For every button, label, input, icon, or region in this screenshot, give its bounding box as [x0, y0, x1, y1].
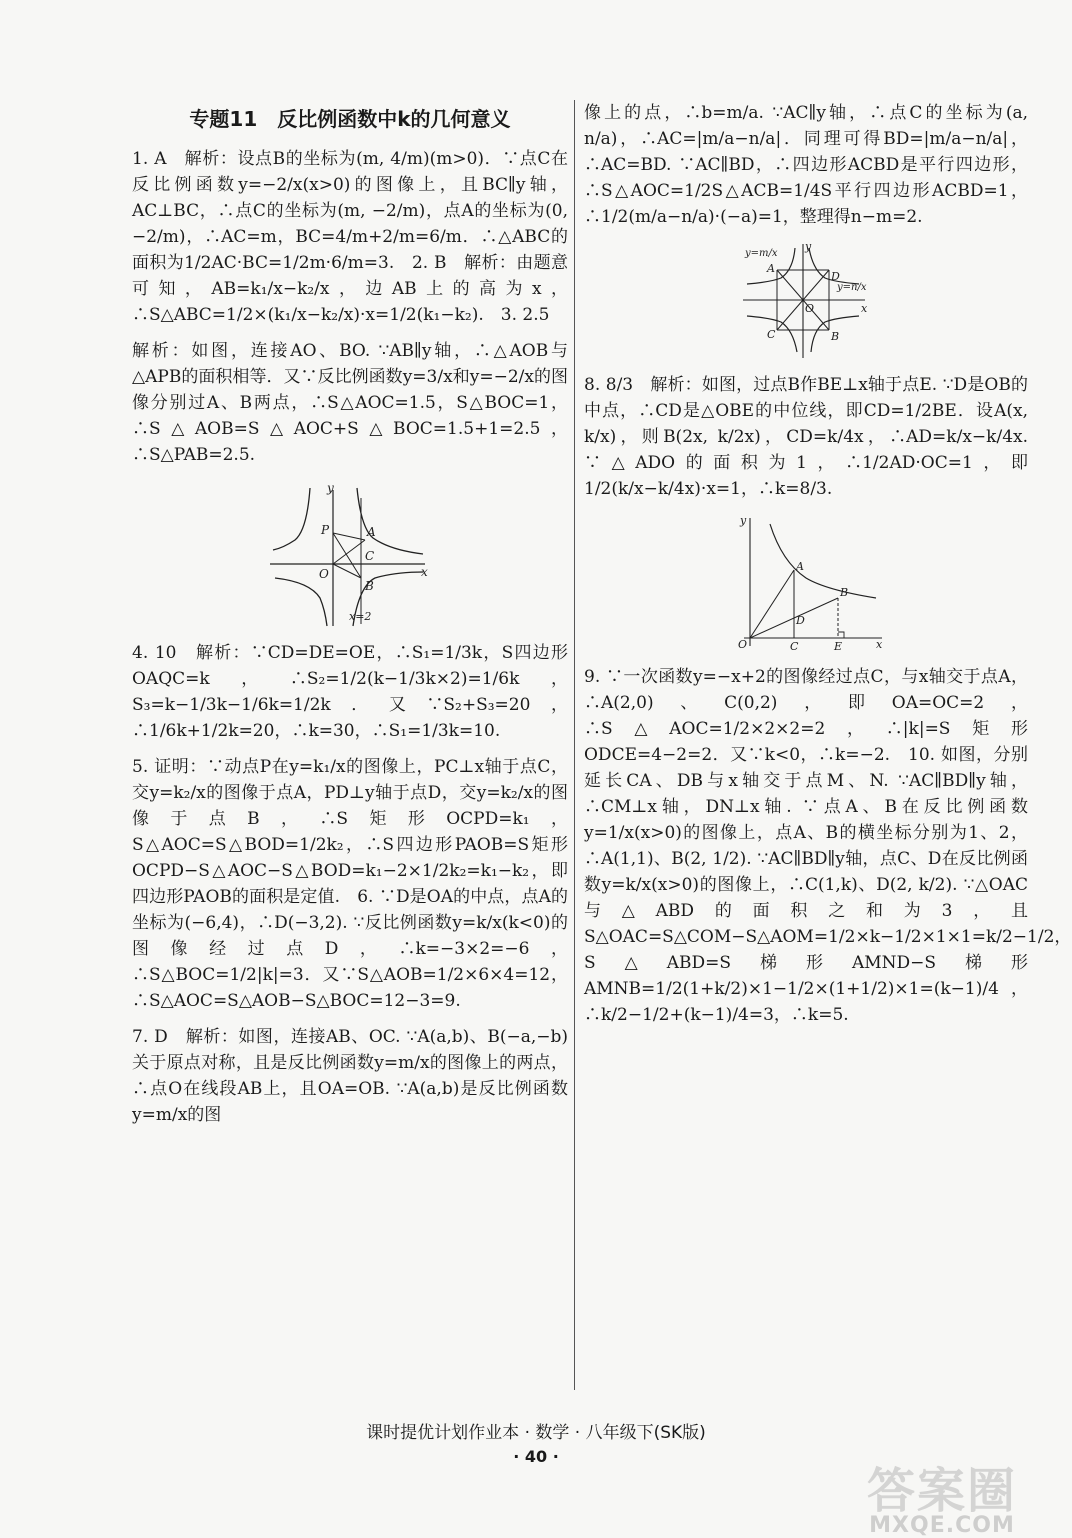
fig1-label-p: P — [321, 523, 330, 537]
figure-problem-8 — [726, 512, 886, 652]
fig3-label-a: A — [796, 560, 804, 573]
watermark-logo: 答案圈 — [866, 1463, 1017, 1519]
fig1-label-a: A — [367, 525, 376, 539]
fig3-label-y: y — [740, 514, 747, 527]
fig2-label-b: B — [831, 330, 840, 343]
fig2-label-a: A — [767, 262, 775, 275]
fig1-label-c: C — [365, 549, 375, 563]
book-title: 课时提优计划作业本 · 数学 · 八年级下(SK版) — [366, 1423, 706, 1443]
fig2-label-o: O — [805, 302, 815, 315]
fig3-label-x: x — [876, 638, 883, 651]
fig2-label-f2: y=n/x — [837, 282, 867, 293]
watermark — [842, 1452, 1042, 1538]
fig1-label-o: O — [319, 567, 329, 581]
fig2-label-f1: y=m/x — [745, 248, 778, 259]
fig1-label-b: B — [365, 579, 374, 593]
fig3-label-b: B — [840, 586, 849, 599]
fig2-label-y: y — [805, 240, 812, 253]
figure-problem-7 — [741, 240, 871, 360]
answer-7-cont: 像上的点，∴b=m/a. ∵AC∥y轴，∴点C的坐标为(a, n/a)，∴AC=|m/a−n/a|．同理可得BD=|m/a−n/a|，∴AC=BD. ∵AC∥BD，∴四边形ACBD是平行四边形，∴S△AOC=1/2S△ACB=1/4S平行四边形ACBD=1，∴1/2(m/a−n/a)·(−a)=1，整理得n−m=2. — [584, 103, 1028, 227]
fig2-label-x: x — [861, 302, 868, 315]
answer-3-analysis: 解析：如图，连接AO、BO. ∵AB∥y轴，∴△AOB与△APB的面积相等．又∵反比例函数y=3/x和y=−2/x的图像分别过A、B两点，∴S△AOC=1.5，S△BOC=1，∴S△AOB=S△AOC+S△BOC=1.5+1=2.5，∴S△PAB=2.5. — [132, 341, 568, 465]
fig3-label-c: C — [790, 640, 799, 652]
page-number: · 40 · — [513, 1447, 559, 1466]
fig1-label-y: y — [327, 481, 334, 495]
fig2-label-c: C — [767, 328, 776, 341]
fig1-label-x: x — [421, 565, 428, 579]
answer-5-6: 5. 证明：∵动点P在y=k₁/x的图像上，PC⊥x轴于点C，交y=k₂/x的图像于点A，PD⊥y轴于点D，交y=k₂/x的图像于点B，∴S矩形OCPD=k₁，S△AOC=S△BOD=1/2k₂，∴S四边形PAOB=S矩形OCPD−S△AOC−S△BOD=k₁−2×1/2k₂=k₁−k₂，即四边形PAOB的面积是定值. 6. ∵D是OA的中点，点A的坐标为(−6,4)，∴D(−3,2). ∵反比例函数y=k/x(k<0)的图像经过点D，∴k=−3×2=−6，∴S△BOC=1/2|k|=3．又∵S△AOB=1/2×6×4=12，∴S△AOC=S△AOB−S△BOC=12−3=9. — [132, 757, 568, 1011]
section-title: 专题11 反比例函数中k的几何意义 — [189, 107, 511, 131]
column-divider — [574, 100, 575, 1390]
left-column — [132, 100, 568, 1138]
fig3-label-e: E — [834, 640, 843, 652]
answer-4: 4. 10 解析：∵CD=DE=OE，∴S₁=1/3k，S四边形OAQC=k，∴S₂=1/2(k−1/3k×2)=1/6k，S₃=k−1/3k−1/6k=1/2k．又∵S₂+S₃=20，∴1/6k+1/2k=20，∴k=30，∴S₁=1/3k=10. — [132, 643, 568, 741]
answer-8: 8. 8/3 解析：如图，过点B作BE⊥x轴于点E. ∵D是OB的中点，∴CD是△OBE的中位线，即CD=1/2BE．设A(x, k/x)，则B(2x, k/2x)，CD=k/4x，∴AD=k/x−k/4x. ∵△ADO的面积为1，∴1/2AD·OC=1，即1/2(k/x−k/4x)·x=1，∴k=8/3. — [584, 375, 1028, 499]
answer-1-3: 1. A 解析：设点B的坐标为(m, 4/m)(m>0)．∵点C在反比例函数y=−2/x(x>0)的图像上，且BC∥y轴，AC⊥BC，∴点C的坐标为(m, −2/m)，点A的坐标为(0, −2/m)，∴AC=m，BC=4/m+2/m=6/m．∴△ABC的面积为1/2AC·BC=1/2m·6/m=3. 2. B 解析：由题意可知，AB=k₁/x−k₂/x，边AB上的高为x，∴S△ABC=1/2×(k₁/x−k₂/x)·x=1/2(k₁−k₂). 3. 2.5 — [132, 149, 568, 325]
fig3-label-d: D — [796, 614, 805, 627]
fig1-label-line: x=2 — [349, 610, 372, 623]
right-column — [584, 100, 1072, 1038]
fig2-label-d: D — [831, 270, 840, 283]
figure-problem-3 — [265, 478, 435, 628]
fig3-label-o: O — [738, 638, 748, 651]
watermark-url: MXQE.COM — [869, 1513, 1015, 1538]
answer-9-10: 9. ∵一次函数y=−x+2的图像经过点C，与x轴交于点A，∴A(2,0)、C(0,2)，即OA=OC=2，∴S△AOC=1/2×2×2=2，∴|k|=S矩形ODCE=4−2=2．又∵k<0，∴k=−2. 10. 如图，分别延长CA、DB与x轴交于点M、N. ∵AC∥BD∥y轴，∴CM⊥x轴，DN⊥x轴. ∵点A、B在反比例函数y=1/x(x>0)的图像上，点A、B的横坐标分别为1、2，∴A(1,1)、B(2, 1/2). ∵AC∥BD∥y轴，点C、D在反比例函数y=k/x(x>0)的图像上，∴C(1,k)、D(2, k/2). ∵△OAC与△ABD的面积之和为3，且S△OAC=S△COM−S△AOM=1/2×k−1/2×1×1=k/2−1/2，S△ABD=S梯形AMND−S梯形AMNB=1/2(1+k/2)×1−1/2×(1+1/2)×1=(k−1)/4，∴k/2−1/2+(k−1)/4=3，∴k=5. — [584, 667, 1072, 1025]
answer-7-start: 7. D 解析：如图，连接AB、OC. ∵A(a,b)、B(−a,−b)关于原点对称，且是反比例函数y=m/x的图像上的两点，∴点O在线段AB上，且OA=OB. ∵A(a,b)是反比例函数y=m/x的图 — [132, 1027, 568, 1125]
